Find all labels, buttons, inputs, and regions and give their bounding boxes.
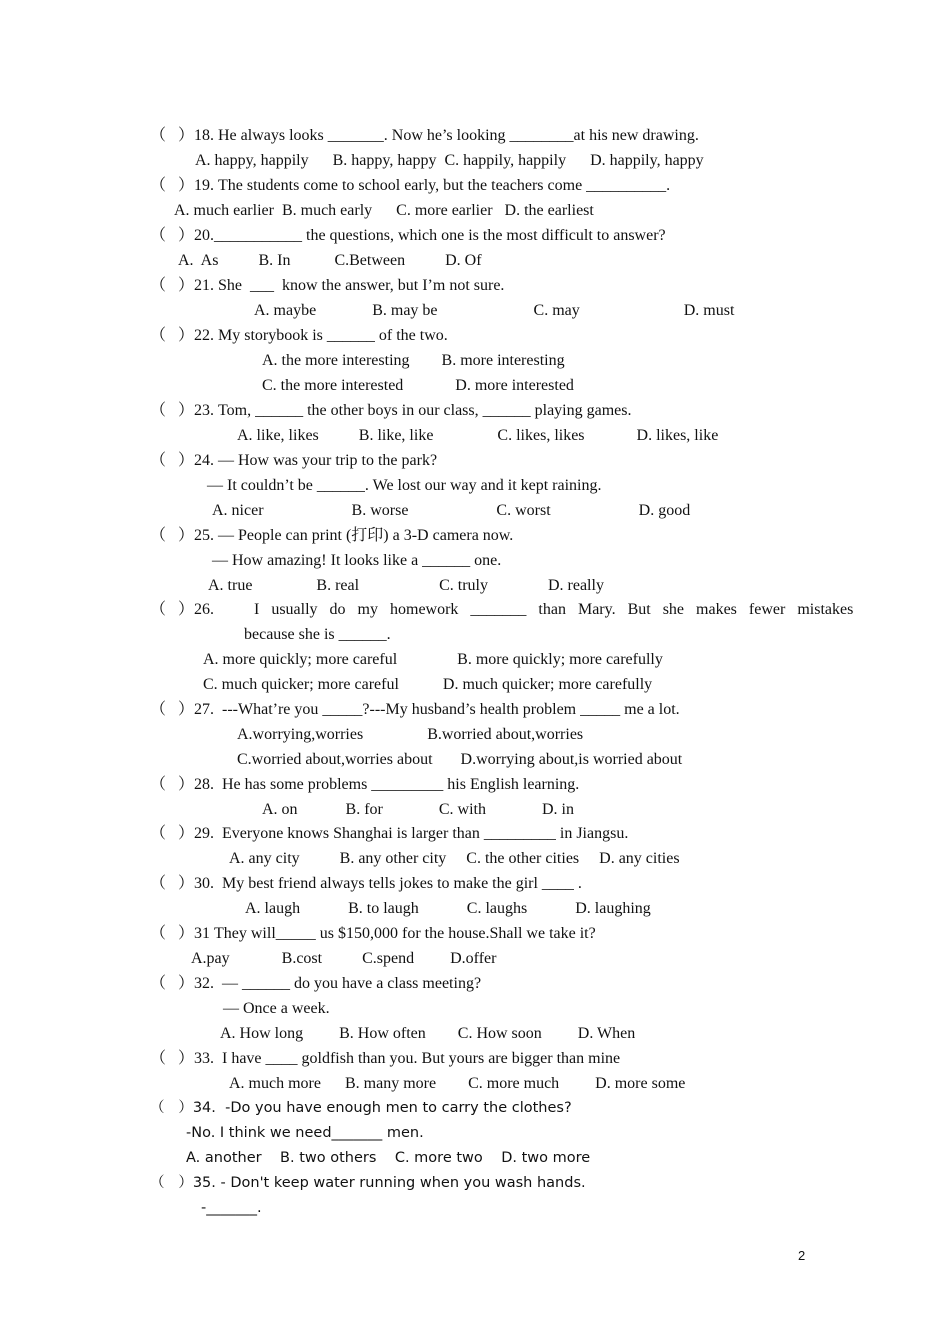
- text-line: A.worrying,worries B.worried about,worries: [237, 726, 584, 743]
- text-line: （ ）25. — People can print (打印) a 3-D camera now.: [150, 527, 514, 544]
- text-line: — Once a week.: [223, 1000, 330, 1017]
- text-line: （ ）19. The students come to school early, but the teachers come __________.: [150, 177, 671, 194]
- text-line: A. on B. for C. with D. in: [262, 801, 574, 818]
- text-line: A. nicer B. worse C. worst D. good: [212, 502, 691, 519]
- text-line: -No. I think we need_______ men.: [186, 1125, 424, 1141]
- text-line: （ ）32. — ______ do you have a class meeting?: [150, 975, 482, 992]
- text-line: （ ）34. -Do you have enough men to carry the clothes?: [150, 1100, 572, 1116]
- text-line: （ ）28. He has some problems _________ his English learning.: [150, 776, 580, 793]
- text-line: — How amazing! It looks like a ______ one.: [212, 552, 502, 569]
- text-line: A. the more interesting B. more interesting: [262, 352, 565, 369]
- text-line: （ ）26. I usually do my homework _______ than Mary. But she makes fewer mistakes: [150, 601, 854, 618]
- text-line: C.worried about,worries about D.worrying about,is worried about: [237, 751, 683, 768]
- text-line: A. true B. real C. truly D. really: [208, 577, 604, 594]
- text-line: （ ）29. Everyone knows Shanghai is larger than _________ in Jiangsu.: [150, 825, 629, 842]
- text-line: A. How long B. How often C. How soon D. When: [220, 1025, 636, 1042]
- text-line: A. maybe B. may be C. may D. must: [254, 302, 735, 319]
- text-line: A. laugh B. to laugh C. laughs D. laughing: [245, 900, 651, 917]
- text-line: （ ）24. — How was your trip to the park?: [150, 452, 438, 469]
- text-line: because she is ______.: [244, 626, 391, 643]
- text-line: （ ）20.___________ the questions, which one is the most difficult to answer?: [150, 227, 666, 244]
- text-line: C. the more interested D. more interested: [262, 377, 574, 394]
- text-line: （ ）21. She ___ know the answer, but I’m not sure.: [150, 277, 505, 294]
- text-line: （ ）18. He always looks _______. Now he’s looking ________at his new drawing.: [150, 127, 699, 144]
- text-line: A. happy, happily B. happy, happy C. happily, happily D. happily, happy: [195, 152, 704, 169]
- text-line: （ ）27. ---What’re you _____?---My husband’s health problem _____ me a lot.: [150, 701, 680, 718]
- text-line: （ ）30. My best friend always tells jokes to make the girl ____ .: [150, 875, 582, 892]
- text-line: A. As B. In C.Between D. Of: [178, 252, 482, 269]
- text-line: A. another B. two others C. more two D. two more: [186, 1150, 591, 1166]
- text-line: A. more quickly; more careful B. more quickly; more carefully: [203, 651, 663, 668]
- text-line: A. much earlier B. much early C. more earlier D. the earliest: [174, 202, 594, 219]
- text-line: （ ）35. - Don't keep water running when you wash hands.: [150, 1175, 586, 1191]
- text-line: （ ）33. I have ____ goldfish than you. But yours are bigger than mine: [150, 1050, 621, 1067]
- text-line: （ ）31 They will_____ us $150,000 for the house.Shall we take it?: [150, 925, 596, 942]
- text-line: — It couldn’t be ______. We lost our way and it kept raining.: [207, 477, 602, 494]
- text-line: A. any city B. any other city C. the other cities D. any cities: [229, 850, 680, 867]
- text-line: （ ）23. Tom, ______ the other boys in our class, ______ playing games.: [150, 402, 632, 419]
- text-line: A. like, likes B. like, like C. likes, likes D. likes, like: [237, 427, 719, 444]
- text-line: C. much quicker; more careful D. much quicker; more carefully: [203, 676, 653, 693]
- text-line: （ ）22. My storybook is ______ of the two.: [150, 327, 448, 344]
- text-line: A. much more B. many more C. more much D. more some: [229, 1075, 686, 1092]
- text-line: -_______.: [201, 1200, 262, 1216]
- page-number: 2: [798, 1248, 806, 1263]
- text-line: A.pay B.cost C.spend D.offer: [191, 950, 497, 967]
